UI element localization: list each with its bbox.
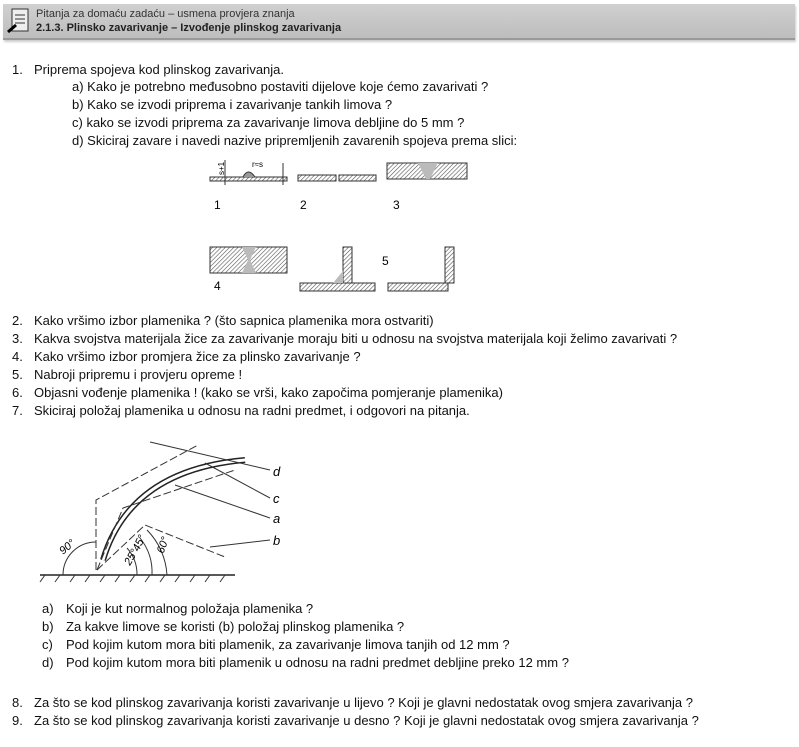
torch-label-c: c (273, 491, 280, 506)
sub-question: Koji je kut normalnog položaja plamenika ? (66, 601, 314, 616)
dim-label: r≈s (252, 160, 264, 169)
sub-number: b) (42, 619, 54, 634)
figure-label-2: 2 (300, 198, 307, 212)
header-subtitle: Pitanja za domaću zadaću – usmena provjera znanja (36, 8, 295, 20)
angle-25: 25° (122, 547, 141, 568)
sub-number: d) (42, 655, 54, 670)
angle-60: 60° (154, 535, 172, 555)
question-text: Za što se kod plinskog zavarivanja koristi zavarivanje u desno ? Koji je glavni nedostatak ovog smjera zavarivanja ? (34, 713, 699, 728)
svg-text:s+1: s+1 (217, 161, 226, 175)
weld-joints-figure (190, 155, 470, 305)
question-number: 6. (12, 385, 23, 400)
figure-label-5: 5 (382, 254, 389, 268)
question-number: 4. (12, 349, 23, 364)
question-text: Za što se kod plinskog zavarivanja koristi zavarivanje u lijevo ? Koji je glavni nedostatak ovog smjera zavarivanja ? (34, 695, 694, 710)
question-number: 3. (12, 331, 23, 346)
sub-question: Za kakve limove se koristi (b) položaj plinskog plamenika ? (66, 619, 405, 634)
angle-90: 90° (57, 537, 78, 558)
sub-question: b) Kako se izvodi priprema i zavarivanje tankih limova ? (72, 97, 393, 112)
question-number: 1. (12, 62, 23, 77)
document-icon (7, 7, 31, 35)
sub-question: c) kako se izvodi priprema za zavarivanje limova debljine do 5 mm ? (72, 115, 465, 130)
sub-question: d) Skiciraj zavare i navedi nazive pripremljenih zavarenih spojeva prema slici: (72, 133, 518, 148)
question-text: Nabroji pripremu i provjeru opreme ! (34, 367, 243, 382)
torch-label-d: d (273, 464, 281, 479)
header-title: 2.1.3. Plinsko zavarivanje – Izvođenje plinskog zavarivanja (36, 22, 342, 34)
question-number: 2. (12, 313, 23, 328)
figure-label-1: 1 (214, 198, 221, 212)
sub-number: c) (42, 637, 53, 652)
question-text: Priprema spojeva kod plinskog zavarivanja. (34, 62, 285, 77)
question-text: Kakva svojstva materijala žice za zavarivanje moraju biti u odnosu na svojstva materijala koji želimo zavarivati ? (34, 331, 678, 346)
torch-label-b: b (273, 533, 281, 548)
question-number: 7. (12, 403, 23, 418)
question-number: 9. (12, 713, 23, 728)
torch-label-a: a (273, 511, 281, 526)
question-text: Kako vršimo izbor promjera žice za plinsko zavarivanje ? (34, 349, 361, 364)
figure-label-3: 3 (393, 198, 400, 212)
sub-question: Pod kojim kutom mora biti plamenik, za zavarivanje limova tanjih od 12 mm ? (66, 637, 510, 652)
document-header (3, 4, 795, 40)
sub-number: a) (42, 601, 54, 616)
question-text: Kako vršimo izbor plamenika ? (što sapnica plamenika mora ostvariti) (34, 313, 434, 328)
angle-45: 45° (130, 533, 149, 554)
question-number: 8. (12, 695, 23, 710)
torch-position-figure (35, 430, 305, 590)
question-number: 5. (12, 367, 23, 382)
question-text: Skiciraj položaj plamenika u odnosu na radni predmet, i odgovori na pitanja. (34, 403, 470, 418)
sub-question: Pod kojim kutom mora biti plamenik u odnosu na radni predmet debljine preko 12 mm ? (66, 655, 569, 670)
question-text: Objasni vođenje plamenika ! (kako se vrši, kako započima pomjeranje plamenika) (34, 385, 503, 400)
figure-label-4: 4 (214, 279, 221, 293)
sub-question: a) Kako je potrebno međusobno postaviti dijelove koje ćemo zavarivati ? (72, 79, 489, 94)
